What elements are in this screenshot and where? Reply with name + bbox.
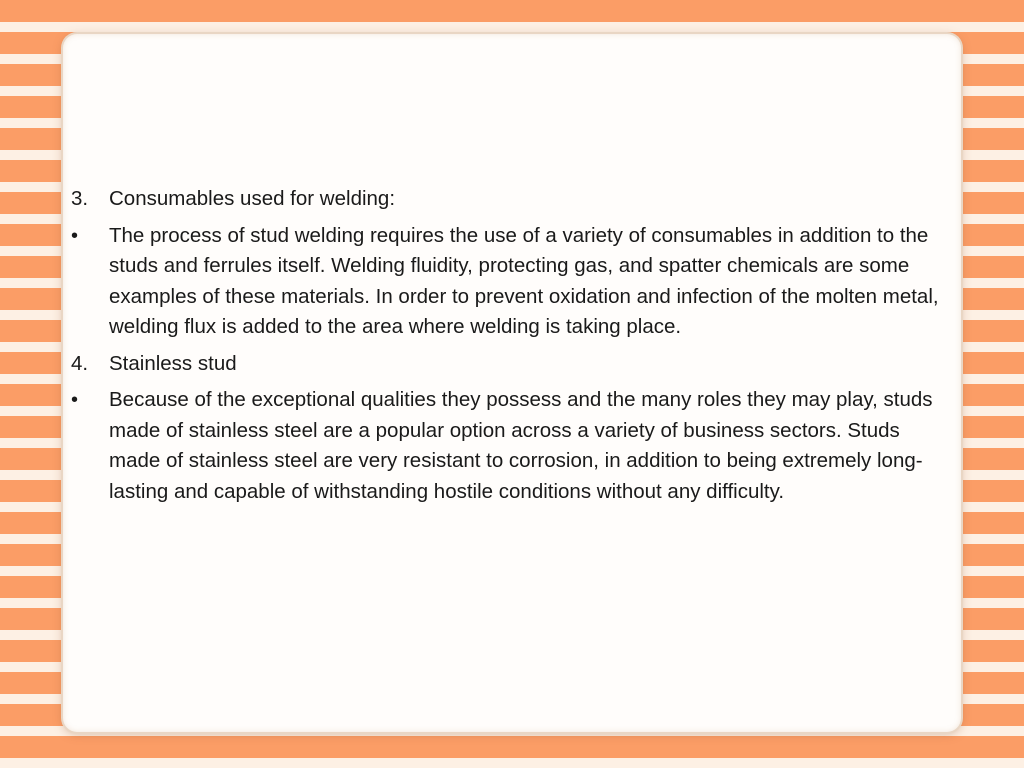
list-item-text: The process of stud welding requires the use of a variety of consumables in addition to the studs and ferrules itself. Welding fluidity, protecting gas, and spatter chemicals are some examples of these materials. In order to prevent oxidation and infection of the molten metal, welding flux is added to the area where welding is taking place. bbox=[109, 223, 939, 338]
list-item-text: Consumables used for welding: bbox=[109, 187, 396, 210]
slide-content bbox=[71, 184, 951, 513]
list-item-bullet-consumables bbox=[71, 221, 951, 343]
list-number: 3. bbox=[71, 187, 89, 210]
list-item-heading-3 bbox=[71, 184, 951, 215]
bullet-icon: • bbox=[71, 389, 79, 411]
list-number: 4. bbox=[71, 351, 89, 375]
list-item-text: Stainless stud bbox=[109, 351, 237, 375]
bullet-icon: • bbox=[71, 224, 79, 247]
list-item-bullet-stainless bbox=[71, 385, 951, 507]
list-item-text: Because of the exceptional qualities they possess and the many roles they may play, studs made of stainless steel are a popular option across a variety of business sectors. Studs made of stainless steel are very resistant to corrosion, in addition to being extremely long-lasting and capable of withstanding hostile conditions without any difficulty. bbox=[109, 388, 933, 503]
content-card bbox=[63, 34, 961, 732]
list-item-heading-4 bbox=[71, 349, 951, 380]
